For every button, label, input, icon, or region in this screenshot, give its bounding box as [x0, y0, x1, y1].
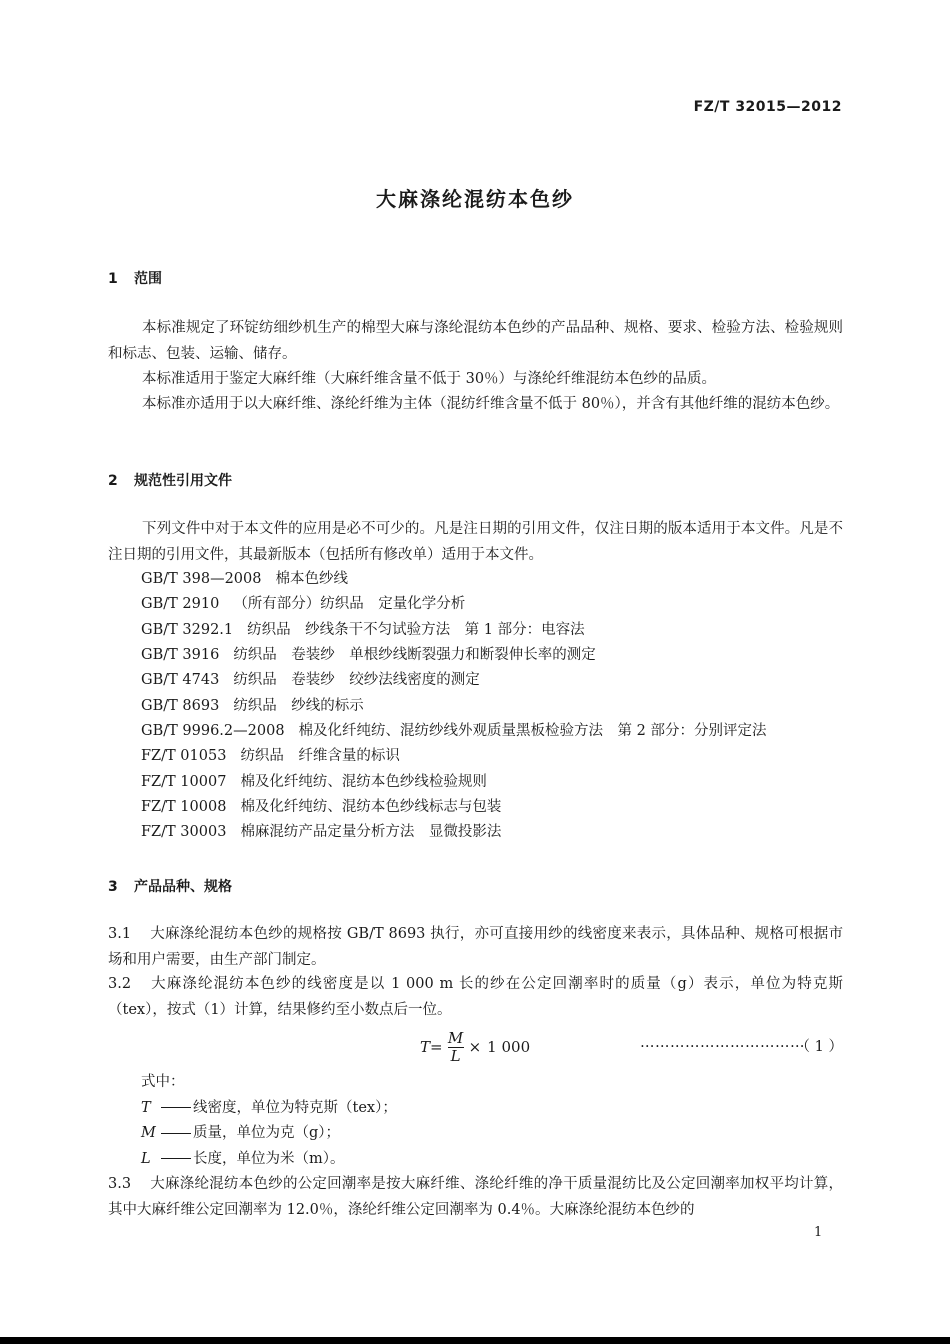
- reference-item: [141, 567, 767, 592]
- formula-fraction: [448, 1030, 464, 1065]
- reference-code: FZ/T 30003: [141, 824, 227, 841]
- clause-number: 3.2: [108, 976, 132, 992]
- reference-title: 纺织品 纤维含量的标识: [240, 748, 400, 765]
- reference-title: 棉及化纤纯纺、混纺纱线外观质量黑板检验方法 第 2 部分：分别评定法: [298, 723, 767, 740]
- reference-code: FZ/T 10007: [141, 773, 227, 790]
- em-dash: [161, 1107, 191, 1108]
- em-dash: [161, 1158, 191, 1159]
- reference-code: GB/T 398—2008: [141, 571, 262, 587]
- reference-item: [141, 694, 767, 719]
- reference-title: （所有部分）纺织品 定量化学分析: [233, 596, 466, 613]
- section-number: 1: [108, 271, 118, 287]
- bottom-border: [0, 1337, 950, 1344]
- formula-factor: 1 000: [487, 1038, 531, 1056]
- clause-3-1: [108, 922, 843, 973]
- reference-code: GB/T 3916: [141, 647, 220, 664]
- variable-symbol: M: [141, 1125, 156, 1141]
- formula-leaders: ……………………………: [640, 1035, 805, 1051]
- reference-code: FZ/T 01053: [141, 748, 227, 765]
- section-title: 产品品种、规格: [134, 879, 232, 895]
- formula-times: ×: [468, 1038, 482, 1056]
- standard-code: FZ/T 32015—2012: [693, 99, 842, 115]
- reference-title: 棉及化纤纯纺、混纺本色纱线检验规则: [240, 773, 487, 790]
- reference-item: [141, 618, 767, 643]
- section-2-intro: 下列文件中对于本文件的应用是必不可少的。凡是注日期的引用文件，仅注日期的版本适用于本文件。凡是不注日期的引用文件，其最新版本（包括所有修改单）适用于本文件。: [108, 521, 843, 563]
- reference-code: GB/T 9996.2—2008: [141, 723, 285, 740]
- reference-code: GB/T 3292.1: [141, 621, 234, 638]
- variable-definition: [141, 1096, 397, 1122]
- section-2-heading: [108, 470, 232, 490]
- variable-definition: [141, 1147, 397, 1173]
- clause-3-3: [108, 1172, 843, 1223]
- reference-item: [141, 643, 767, 668]
- formula-where: [141, 1070, 397, 1172]
- reference-title: 纺织品 纱线的标示: [233, 697, 364, 714]
- reference-item: [141, 744, 767, 769]
- reference-title: 纺织品 卷装纱 绞纱法线密度的测定: [233, 672, 480, 689]
- formula-number: （ 1 ）: [795, 1039, 843, 1055]
- reference-code: FZ/T 10008: [141, 799, 227, 816]
- reference-item: [141, 592, 767, 617]
- clause-number: 3.3: [108, 1176, 132, 1192]
- section-title: 规范性引用文件: [134, 473, 232, 489]
- reference-title: 棉及化纤纯纺、混纺本色纱线标志与包装: [240, 799, 502, 816]
- section-title: 范围: [134, 271, 162, 287]
- formula-denominator: L: [450, 1046, 461, 1065]
- section-1-paragraph-2: 本标准适用于鉴定大麻纤维（大麻纤维含量不低于 30％）与涤纶纤维混纺本色纱的品质。: [142, 371, 717, 387]
- variable-symbol: T: [141, 1099, 151, 1116]
- reference-title: 棉麻混纺产品定量分析方法 显微投影法: [240, 824, 502, 841]
- section-3-heading: [108, 876, 232, 896]
- clause-text: 大麻涤纶混纺本色纱的规格按 GB/T 8693 执行，亦可直接用纱的线密度来表示，具体品种、规格可根据市场和用户需要，由生产部门制定。: [108, 926, 843, 968]
- reference-code: GB/T 2910: [141, 596, 220, 613]
- section-1-paragraph-1: 本标准规定了环锭纺细纱机生产的棉型大麻与涤纶混纺本色纱的产品品种、规格、要求、检验方法、检验规则和标志、包装、运输、储存。: [108, 320, 843, 362]
- reference-list: [141, 567, 767, 846]
- variable-symbol: L: [141, 1150, 151, 1167]
- clause-text: 大麻涤纶混纺本色纱的线密度是以 1 000 m 长的纱在公定回潮率时的质量（g）表示，单位为特克斯（tex），按式（1）计算，结果修约至小数点后一位。: [108, 976, 843, 1018]
- reference-title: 棉本色纱线: [275, 571, 348, 587]
- formula-1: [420, 1027, 530, 1067]
- reference-code: GB/T 8693: [141, 697, 220, 714]
- reference-item: [141, 770, 767, 795]
- reference-item: [141, 668, 767, 693]
- formula-lhs: T: [420, 1038, 431, 1056]
- section-1-paragraph-3: 本标准亦适用于以大麻纤维、涤纶纤维为主体（混纺纤维含量不低于 80％），并含有其他纤维的混纺本色纱。: [142, 396, 840, 412]
- document-title: 大麻涤纶混纺本色纱: [376, 187, 574, 211]
- clause-number: 3.1: [108, 926, 132, 942]
- formula-equals: =: [430, 1038, 443, 1056]
- reference-item: [141, 719, 767, 744]
- reference-item: [141, 820, 767, 845]
- clause-3-2: [108, 972, 843, 1023]
- variable-description: 质量，单位为克（g）；: [193, 1125, 341, 1141]
- clause-text: 大麻涤纶混纺本色纱的公定回潮率是按大麻纤维、涤纶纤维的净干质量混纺比及公定回潮率加权平均计算，其中大麻纤维公定回潮率为 12.0％，涤纶纤维公定回潮率为 0.4％。大麻涤纶混纺本色纱的: [108, 1176, 843, 1218]
- em-dash: [161, 1133, 191, 1134]
- formula-numerator: M: [447, 1028, 464, 1047]
- section-number: 3: [108, 879, 118, 895]
- where-label: 式中：: [141, 1074, 185, 1090]
- reference-title: 纺织品 纱线条干不匀试验方法 第 1 部分：电容法: [247, 621, 585, 638]
- reference-title: 纺织品 卷装纱 单根纱线断裂强力和断裂伸长率的测定: [233, 647, 596, 664]
- reference-code: GB/T 4743: [141, 672, 220, 689]
- page-number: 1: [814, 1225, 823, 1240]
- section-1-heading: [108, 268, 162, 288]
- variable-description: 线密度，单位为特克斯（tex）；: [193, 1099, 397, 1116]
- variable-definition: [141, 1121, 397, 1147]
- reference-item: [141, 795, 767, 820]
- variable-description: 长度，单位为米（m）。: [193, 1150, 345, 1167]
- section-number: 2: [108, 473, 118, 489]
